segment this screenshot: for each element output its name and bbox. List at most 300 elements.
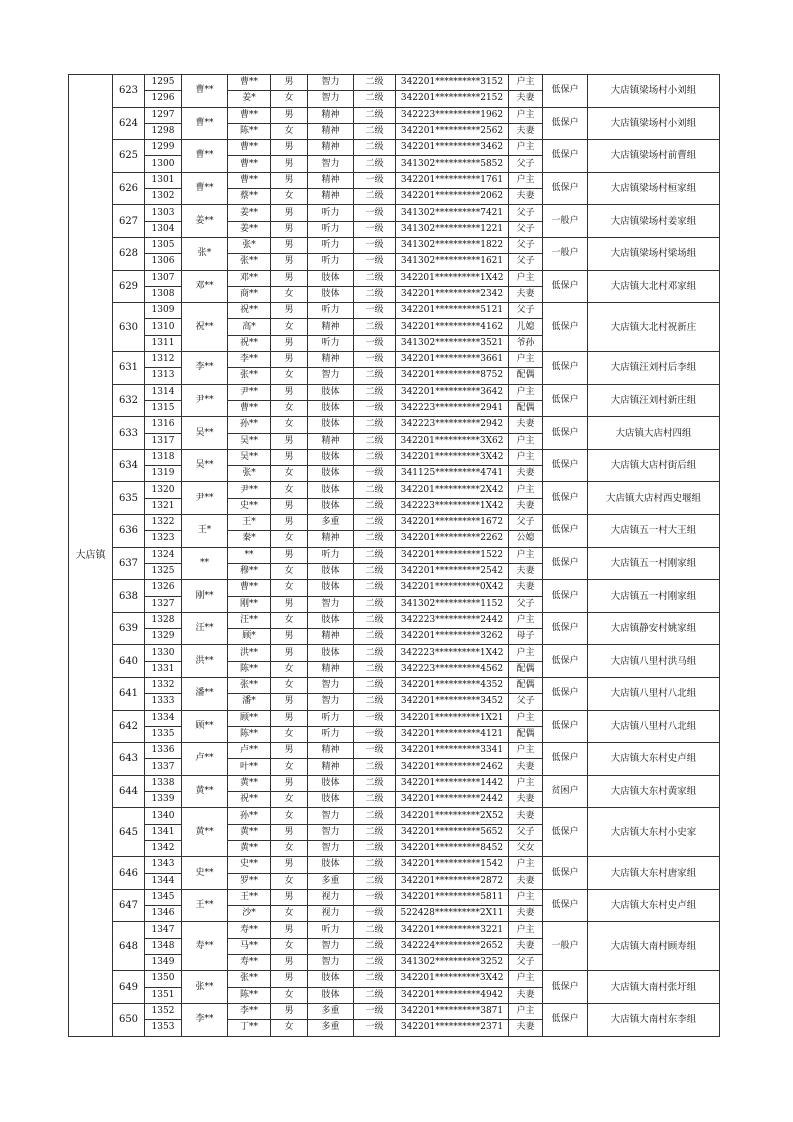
member-seq: 1318 [145,449,182,465]
relation: 夫妻 [509,498,543,514]
household-type: 低保户 [543,580,588,613]
member-seq: 1344 [145,873,182,889]
household-address: 大店镇梁场村桓家组 [588,172,720,205]
member-name: 寿** [228,922,271,938]
member-name: 尹** [228,384,271,400]
disability-category: 肢体 [308,270,354,286]
member-name: 穆** [228,563,271,579]
disability-category: 听力 [308,254,354,270]
member-sex: 男 [271,955,308,971]
disability-category: 精神 [308,629,354,645]
household-address: 大店镇大店村四组 [588,417,720,450]
disability-level: 一级 [354,466,396,482]
member-sex: 女 [271,482,308,498]
disability-category: 视力 [308,889,354,905]
disability-level: 二级 [354,482,396,498]
member-name: 曹** [228,172,271,188]
member-sex: 女 [271,563,308,579]
member-sex: 男 [271,384,308,400]
relation: 夫妻 [509,286,543,302]
id-number: 342201**********1X42 [396,270,509,286]
member-sex: 女 [271,792,308,808]
member-sex: 女 [271,987,308,1003]
id-number: 342223**********1X42 [396,645,509,661]
member-sex: 女 [271,726,308,742]
disability-level: 二级 [354,808,396,824]
member-seq: 1346 [145,906,182,922]
disability-category: 智力 [308,368,354,384]
disability-level: 二级 [354,91,396,107]
household-number: 642 [113,710,145,743]
member-seq: 1322 [145,515,182,531]
table-row [69,352,720,368]
member-sex: 男 [271,156,308,172]
member-seq: 1340 [145,808,182,824]
relation: 夫妻 [509,906,543,922]
disability-level: 一级 [354,710,396,726]
member-name: 吴** [228,433,271,449]
table-row [69,889,720,905]
member-seq: 1347 [145,922,182,938]
member-sex: 男 [271,335,308,351]
member-name: 曹** [228,140,271,156]
household-number: 624 [113,107,145,140]
household-head: 寿** [182,922,228,971]
member-sex: 女 [271,319,308,335]
table-row [69,808,720,824]
member-sex: 男 [271,498,308,514]
member-sex: 男 [271,629,308,645]
member-sex: 女 [271,286,308,302]
disability-level: 二级 [354,580,396,596]
relation: 户主 [509,547,543,563]
member-name: 张** [228,677,271,693]
household-address: 大店镇梁场村姜家组 [588,205,720,238]
disability-level: 二级 [354,449,396,465]
relation: 夫妻 [509,1020,543,1036]
disability-category: 智力 [308,694,354,710]
id-number: 342201**********0X42 [396,580,509,596]
id-number: 342201**********3262 [396,629,509,645]
member-sex: 男 [271,824,308,840]
disability-category: 精神 [308,123,354,139]
member-seq: 1324 [145,547,182,563]
id-number: 342201**********3X42 [396,449,509,465]
id-number: 342201**********8452 [396,840,509,856]
member-name: 商** [228,286,271,302]
disability-level: 一级 [354,221,396,237]
id-number: 342201**********2152 [396,91,509,107]
member-seq: 1326 [145,580,182,596]
member-seq: 1308 [145,286,182,302]
relation: 户主 [509,352,543,368]
household-type: 低保户 [543,417,588,450]
id-number: 342201**********2371 [396,1020,509,1036]
disability-level: 一级 [354,352,396,368]
member-seq: 1298 [145,123,182,139]
disability-level: 一级 [354,237,396,253]
member-sex: 女 [271,612,308,628]
member-seq: 1348 [145,938,182,954]
id-number: 342201**********5652 [396,824,509,840]
disability-category: 肢体 [308,482,354,498]
member-sex: 女 [271,91,308,107]
household-number: 643 [113,743,145,776]
disability-category: 听力 [308,547,354,563]
member-sex: 女 [271,123,308,139]
disability-level: 二级 [354,938,396,954]
disability-level: 二级 [354,75,396,91]
disability-level: 二级 [354,531,396,547]
household-number: 637 [113,547,145,580]
id-number: 342201**********2X52 [396,808,509,824]
disability-category: 智力 [308,955,354,971]
member-name: 曹** [228,400,271,416]
household-head: 卢** [182,743,228,776]
member-seq: 1305 [145,237,182,253]
household-address: 大店镇静安村姚家组 [588,612,720,645]
member-seq: 1314 [145,384,182,400]
id-number: 341302**********1822 [396,237,509,253]
household-head: 李** [182,352,228,385]
household-address: 大店镇大南村顾寿组 [588,922,720,971]
id-number: 342201**********3X62 [396,433,509,449]
relation: 父子 [509,254,543,270]
household-type: 一般户 [543,922,588,971]
relation: 户主 [509,857,543,873]
household-type: 低保户 [543,612,588,645]
member-name: 孙** [228,417,271,433]
member-name: 史** [228,498,271,514]
id-number: 342201**********3642 [396,384,509,400]
household-address: 大店镇梁场村前曹组 [588,140,720,173]
disability-category: 听力 [308,922,354,938]
member-sex: 男 [271,140,308,156]
table-row [69,384,720,400]
table-row [69,75,720,91]
id-number: 342201**********2X42 [396,482,509,498]
household-address: 大店镇梁场村小刘组 [588,107,720,140]
table-row [69,971,720,987]
table-row [69,515,720,531]
relation: 户主 [509,384,543,400]
disability-level: 二级 [354,384,396,400]
disability-category: 肢体 [308,645,354,661]
member-seq: 1330 [145,645,182,661]
disability-category: 精神 [308,759,354,775]
member-name: 李** [228,352,271,368]
relation: 父子 [509,221,543,237]
member-seq: 1328 [145,612,182,628]
relation: 夫妻 [509,417,543,433]
id-number: 342223**********4562 [396,661,509,677]
member-sex: 男 [271,515,308,531]
disability-level: 一级 [354,1020,396,1036]
id-number: 342223**********2442 [396,612,509,628]
household-address: 大店镇大南村张圩组 [588,971,720,1004]
id-number: 341125**********4741 [396,466,509,482]
disability-category: 视力 [308,906,354,922]
household-number: 644 [113,775,145,808]
member-sex: 女 [271,531,308,547]
disability-category: 智力 [308,938,354,954]
table-row [69,205,720,221]
relation: 父子 [509,303,543,319]
household-number: 633 [113,417,145,450]
relation: 户主 [509,743,543,759]
table-row [69,140,720,156]
disability-category: 精神 [308,107,354,123]
member-seq: 1320 [145,482,182,498]
household-number: 635 [113,482,145,515]
relation: 夫妻 [509,808,543,824]
disability-level: 二级 [354,971,396,987]
household-type: 一般户 [543,205,588,238]
household-head: 王** [182,889,228,922]
relation: 户主 [509,889,543,905]
relation: 户主 [509,270,543,286]
table-row [69,922,720,938]
relation: 爷孙 [509,335,543,351]
relation: 户主 [509,433,543,449]
member-seq: 1341 [145,824,182,840]
table-row [69,482,720,498]
household-address: 大店镇梁场村小刘组 [588,75,720,108]
member-seq: 1349 [145,955,182,971]
disability-level: 二级 [354,319,396,335]
household-address: 大店镇五一村大王组 [588,515,720,548]
member-name: 祝** [228,335,271,351]
member-seq: 1311 [145,335,182,351]
disability-category: 精神 [308,319,354,335]
id-number: 341302**********1621 [396,254,509,270]
member-name: ** [228,547,271,563]
member-name: 秦* [228,531,271,547]
id-number: 342223**********2941 [396,400,509,416]
disability-level: 二级 [354,677,396,693]
household-number: 639 [113,612,145,645]
member-sex: 男 [271,254,308,270]
member-seq: 1299 [145,140,182,156]
member-name: 曹** [228,75,271,91]
relation: 户主 [509,645,543,661]
disability-level: 二级 [354,792,396,808]
household-head: 顾** [182,710,228,743]
member-sex: 男 [271,645,308,661]
id-number: 342201**********2542 [396,563,509,579]
relation: 夫妻 [509,873,543,889]
household-type: 一般户 [543,237,588,270]
member-name: 曹** [228,156,271,172]
id-number: 342201**********3462 [396,140,509,156]
id-number: 341302**********3252 [396,955,509,971]
disability-level: 二级 [354,840,396,856]
household-type: 低保户 [543,808,588,857]
id-number: 341302**********1221 [396,221,509,237]
household-head: 曹** [182,107,228,140]
member-seq: 1332 [145,677,182,693]
relation: 公媳 [509,531,543,547]
id-number: 342201**********4121 [396,726,509,742]
household-head: 吴** [182,449,228,482]
household-head: 姜** [182,205,228,238]
member-sex: 女 [271,906,308,922]
household-number: 648 [113,922,145,971]
member-seq: 1338 [145,775,182,791]
member-seq: 1333 [145,694,182,710]
member-seq: 1295 [145,75,182,91]
member-name: 姜* [228,91,271,107]
member-name: 卢** [228,743,271,759]
member-seq: 1353 [145,1020,182,1036]
table-row [69,775,720,791]
household-type: 低保户 [543,140,588,173]
disability-category: 精神 [308,172,354,188]
disability-level: 二级 [354,661,396,677]
disability-level: 二级 [354,629,396,645]
household-address: 大店镇大店村西史堰组 [588,482,720,515]
relation: 配偶 [509,661,543,677]
relation: 父子 [509,205,543,221]
relation: 户主 [509,449,543,465]
member-sex: 男 [271,1003,308,1019]
household-type: 低保户 [543,352,588,385]
member-name: 蔡** [228,189,271,205]
member-sex: 男 [271,75,308,91]
id-number: 342201**********3152 [396,75,509,91]
member-name: 祝** [228,303,271,319]
household-address: 大店镇八里村洪马组 [588,645,720,678]
household-type: 低保户 [543,857,588,890]
household-number: 634 [113,449,145,482]
household-head: 史** [182,857,228,890]
household-head: 曹** [182,140,228,173]
household-address: 大店镇汪刘村后李组 [588,352,720,385]
relation: 户主 [509,775,543,791]
disability-level: 二级 [354,596,396,612]
id-number: 342201**********4162 [396,319,509,335]
id-number: 342201**********2562 [396,123,509,139]
household-head: 曹** [182,172,228,205]
member-name: 张* [228,237,271,253]
disability-category: 听力 [308,335,354,351]
member-seq: 1307 [145,270,182,286]
member-name: 祝** [228,792,271,808]
disability-category: 精神 [308,140,354,156]
member-seq: 1300 [145,156,182,172]
household-head: 李** [182,1003,228,1036]
household-head: 尹** [182,384,228,417]
member-sex: 女 [271,417,308,433]
household-address: 大店镇大北村祝新庄 [588,303,720,352]
member-seq: 1309 [145,303,182,319]
id-number: 342201**********3452 [396,694,509,710]
table-row [69,270,720,286]
disability-category: 智力 [308,677,354,693]
member-sex: 女 [271,189,308,205]
member-seq: 1336 [145,743,182,759]
disability-category: 精神 [308,189,354,205]
member-seq: 1345 [145,889,182,905]
member-seq: 1316 [145,417,182,433]
table-row [69,710,720,726]
disability-category: 智力 [308,824,354,840]
disability-level: 二级 [354,107,396,123]
disability-category: 多重 [308,1003,354,1019]
member-name: 黄** [228,775,271,791]
household-type: 低保户 [543,515,588,548]
member-name: 史** [228,857,271,873]
id-number: 341302**********1152 [396,596,509,612]
disability-level: 二级 [354,645,396,661]
id-number: 342201**********1X21 [396,710,509,726]
disability-category: 肢体 [308,971,354,987]
member-seq: 1325 [145,563,182,579]
table-row [69,612,720,628]
member-seq: 1351 [145,987,182,1003]
relation: 夫妻 [509,189,543,205]
disability-category: 听力 [308,726,354,742]
id-number: 342201**********4352 [396,677,509,693]
id-number: 342201**********3221 [396,922,509,938]
household-head: 黄** [182,775,228,808]
relation: 父子 [509,955,543,971]
relation: 配偶 [509,400,543,416]
household-head: 祝** [182,303,228,352]
relation: 户主 [509,75,543,91]
member-seq: 1335 [145,726,182,742]
member-seq: 1317 [145,433,182,449]
member-sex: 女 [271,466,308,482]
household-type: 低保户 [543,384,588,417]
member-name: 顾* [228,629,271,645]
member-seq: 1323 [145,531,182,547]
member-sex: 男 [271,596,308,612]
table-row [69,417,720,433]
member-sex: 男 [271,433,308,449]
household-head: 邓** [182,270,228,303]
member-sex: 男 [271,270,308,286]
member-seq: 1297 [145,107,182,123]
household-number: 640 [113,645,145,678]
household-number: 627 [113,205,145,238]
disability-category: 肢体 [308,400,354,416]
member-sex: 男 [271,775,308,791]
household-number: 649 [113,971,145,1004]
relation: 配偶 [509,368,543,384]
table-row [69,580,720,596]
household-address: 大店镇大东村史卢组 [588,889,720,922]
id-number: 342223**********2942 [396,417,509,433]
disability-category: 肢体 [308,449,354,465]
member-seq: 1303 [145,205,182,221]
household-head: 尹** [182,482,228,515]
disability-category: 肢体 [308,498,354,514]
disability-category: 听力 [308,303,354,319]
household-type: 低保户 [543,107,588,140]
id-number: 342201**********2262 [396,531,509,547]
relation: 户主 [509,971,543,987]
id-number: 342201**********2462 [396,759,509,775]
member-name: 孙** [228,808,271,824]
member-seq: 1312 [145,352,182,368]
disability-level: 一级 [354,335,396,351]
member-name: 沙* [228,906,271,922]
member-seq: 1296 [145,91,182,107]
member-sex: 男 [271,205,308,221]
disability-level: 二级 [354,824,396,840]
member-name: 潘* [228,694,271,710]
